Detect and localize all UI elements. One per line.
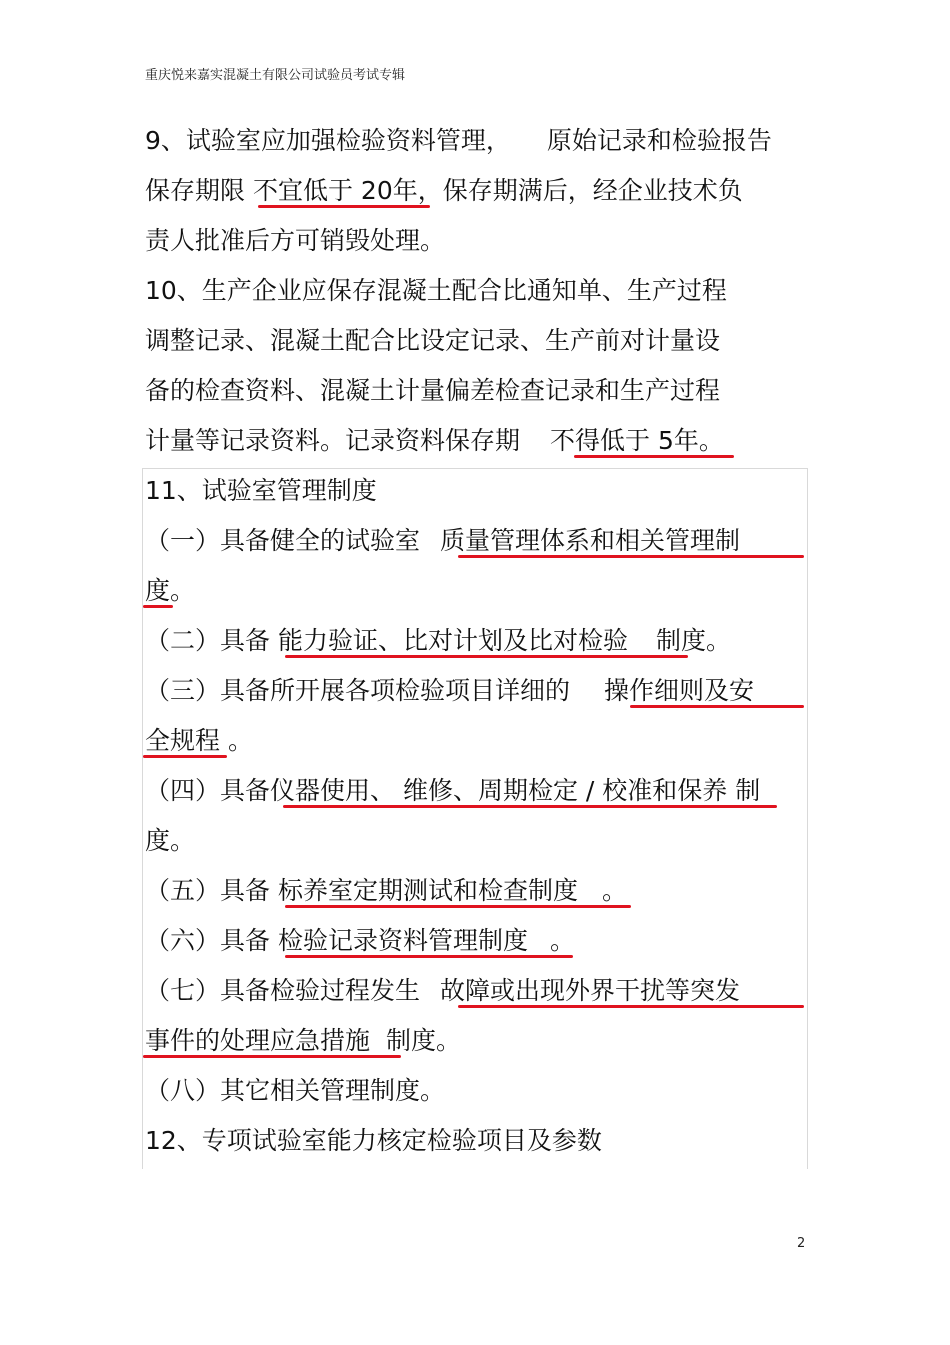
q11-item-1 xyxy=(145,524,740,558)
q11-item-4-underline xyxy=(283,805,777,808)
q10-answer: 不得低于 5年 xyxy=(550,426,699,455)
q11-item-4-end-cont: 度。 xyxy=(145,826,196,855)
q11-item-2-underline xyxy=(285,655,688,658)
q11-item-6-text: （六）具备 xyxy=(145,926,271,955)
q11-item-6-underline xyxy=(285,955,573,958)
q9-text-3: 责人批准后方可销毁处理。 xyxy=(145,226,446,255)
q11-title xyxy=(145,474,377,508)
q10-text-3: 备的检查资料、混凝土计量偏差检查记录和生产过程 xyxy=(145,376,721,405)
q11-item-1-answer: 质量管理体系和相关管理制 xyxy=(440,526,741,555)
q10-line-3 xyxy=(145,374,720,408)
q11-item-6-end: 。 xyxy=(549,926,575,955)
q11-item-3-underline xyxy=(630,705,804,708)
q11-item-7-answer-cont: 事件的处理应急措施 xyxy=(145,1026,371,1055)
q9-text-2a: 保存期限 xyxy=(145,176,246,205)
q11-item-4-text: （四）具备 xyxy=(145,776,271,805)
q11-item-7-answer: 故障或出现外界干扰等突发 xyxy=(440,976,741,1005)
q11-item-6 xyxy=(145,924,575,958)
q11-item-7 xyxy=(145,974,740,1008)
q9-text-2b: ，保存期满后，经企业技术负 xyxy=(417,176,743,205)
q11-item-4 xyxy=(145,774,760,808)
q11-item-4-answer: 仪器使用、 维修、周期检定 / 校准和保养 xyxy=(270,776,728,805)
q10-text-4b: 。 xyxy=(698,426,724,455)
q11-item-5 xyxy=(145,874,627,908)
q11-item-5-end: 。 xyxy=(601,876,627,905)
q11-item-3 xyxy=(145,674,754,708)
q11-item-3-end: 。 xyxy=(227,726,253,755)
q11-item-1-underline xyxy=(458,555,804,558)
q11-item-2-text: （二）具备 xyxy=(145,626,271,655)
q10-line-2 xyxy=(145,324,720,358)
q11-item-8 xyxy=(145,1074,445,1108)
page-number: 2 xyxy=(797,1236,806,1251)
q11-item-1-text: （一）具备健全的试验室 xyxy=(145,526,421,555)
q9-line-1 xyxy=(145,124,772,158)
q10-text-4a: 计量等记录资料。记录资料保存期 xyxy=(145,426,521,455)
page-header: 重庆悦来嘉实混凝土有限公司试验员考试专辑 xyxy=(145,68,406,83)
q11-item-2-answer: 能力验证、比对计划及比对检验 xyxy=(277,626,628,655)
q11-item-2-end: 制度。 xyxy=(655,626,731,655)
q11-item-6-answer: 检验记录资料管理制度 xyxy=(277,926,528,955)
q11-item-5-underline xyxy=(285,905,631,908)
q11-item-4-end: 制 xyxy=(735,776,761,805)
q11-item-3-answer: 操作细则及安 xyxy=(604,676,755,705)
q11-item-7-underline xyxy=(458,1005,804,1008)
q11-item-1-cont xyxy=(145,574,195,608)
q9-text-1: 9、试验室应加强检验资料管理， xyxy=(145,126,511,155)
q10-line-1 xyxy=(145,274,727,308)
q11-item-5-text: （五）具备 xyxy=(145,876,271,905)
q11-item-5-answer: 标养室定期测试和检查制度 xyxy=(277,876,578,905)
q9-answer: 不宜低于 20年 xyxy=(252,176,418,205)
q10-text-1: 10、生产企业应保存混凝土配合比通知单、生产过程 xyxy=(145,276,727,305)
q11-item-8-text: （八）其它相关管理制度。 xyxy=(145,1076,446,1105)
q11-item-2 xyxy=(145,624,731,658)
q11-item-1-underline-2 xyxy=(143,605,173,608)
q11-item-3-text: （三）具备所开展各项检验项目详细的 xyxy=(145,676,571,705)
q11-item-7-cont xyxy=(145,1024,461,1058)
q11-title-text: 11、试验室管理制度 xyxy=(145,476,377,505)
q12-title-text: 12、专项试验室能力核定检验项目及参数 xyxy=(145,1126,602,1155)
q9-text-1b: 原始记录和检验报告 xyxy=(546,126,772,155)
q10-line-4 xyxy=(145,424,724,458)
q10-answer-underline xyxy=(574,455,734,458)
q11-item-7-end: 制度。 xyxy=(386,1026,462,1055)
q11-item-7-text: （七）具备检验过程发生 xyxy=(145,976,421,1005)
q11-frame xyxy=(142,468,808,1169)
q11-item-1-end: 。 xyxy=(170,576,196,605)
q9-line-2 xyxy=(145,174,743,208)
q12-title xyxy=(145,1124,602,1158)
q10-text-2: 调整记录、混凝土配合比设定记录、生产前对计量设 xyxy=(145,326,721,355)
q9-answer-underline xyxy=(258,205,430,208)
q11-item-1-answer-cont: 度 xyxy=(145,576,171,605)
q11-item-3-answer-cont: 全规程 xyxy=(145,726,221,755)
q11-item-4-cont xyxy=(145,824,195,858)
q11-item-7-underline-2 xyxy=(143,1055,401,1058)
q11-item-3-underline-2 xyxy=(143,755,227,758)
q11-item-3-cont xyxy=(145,724,253,758)
q9-line-3 xyxy=(145,224,445,258)
